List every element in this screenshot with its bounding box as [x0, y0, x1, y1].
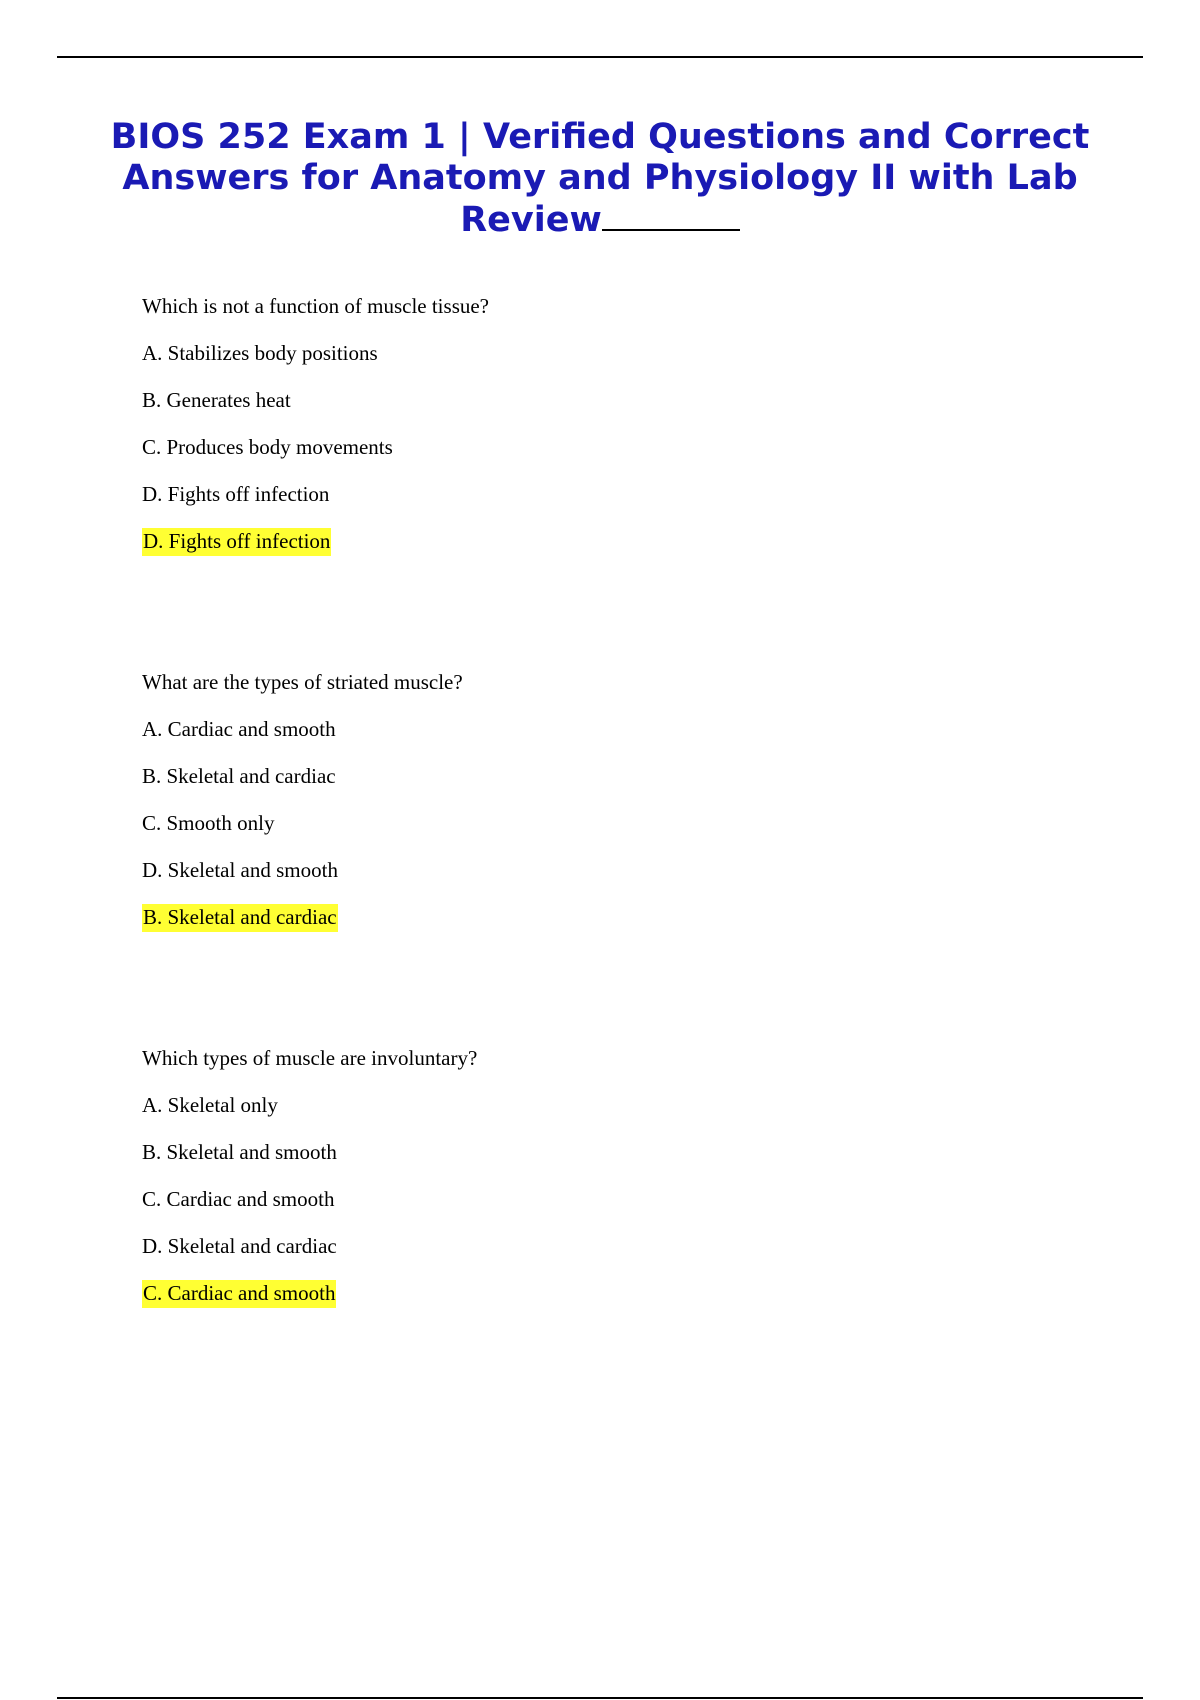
title-blank-line — [602, 199, 740, 231]
option-b: B. Skeletal and cardiac — [142, 764, 336, 788]
page-title-text: BIOS 252 Exam 1 | Verified Questions and Correct Answers for Anatomy and Physiology II with Lab Review — [110, 117, 1090, 240]
option-a: A. Stabilizes body positions — [142, 341, 378, 365]
correct-answer — [142, 1280, 1042, 1307]
option-c: C. Produces body movements — [142, 435, 393, 459]
option-d: D. Fights off infection — [142, 482, 330, 506]
question-block-2 — [142, 669, 1042, 951]
correct-answer — [142, 528, 1042, 555]
answer-highlight: D. Fights off infection — [142, 528, 331, 556]
option-c: C. Smooth only — [142, 811, 275, 835]
footer-rule — [57, 1697, 1143, 1699]
option-b: B. Generates heat — [142, 388, 291, 412]
option-c: C. Cardiac and smooth — [142, 1187, 335, 1211]
answer-highlight: C. Cardiac and smooth — [142, 1280, 336, 1308]
question-text: Which types of muscle are involuntary? — [142, 1046, 478, 1070]
question-block-3 — [142, 1045, 1042, 1327]
header-rule — [57, 56, 1143, 58]
option-a: A. Skeletal only — [142, 1093, 278, 1117]
question-block-1 — [142, 293, 1042, 575]
question-text: Which is not a function of muscle tissue? — [142, 294, 490, 318]
option-d: D. Skeletal and cardiac — [142, 1234, 337, 1258]
question-text: What are the types of striated muscle? — [142, 670, 463, 694]
correct-answer — [142, 904, 1042, 931]
answer-highlight: B. Skeletal and cardiac — [142, 904, 338, 932]
option-d: D. Skeletal and smooth — [142, 858, 338, 882]
page-title — [100, 117, 1100, 241]
option-a: A. Cardiac and smooth — [142, 717, 336, 741]
option-b: B. Skeletal and smooth — [142, 1140, 337, 1164]
